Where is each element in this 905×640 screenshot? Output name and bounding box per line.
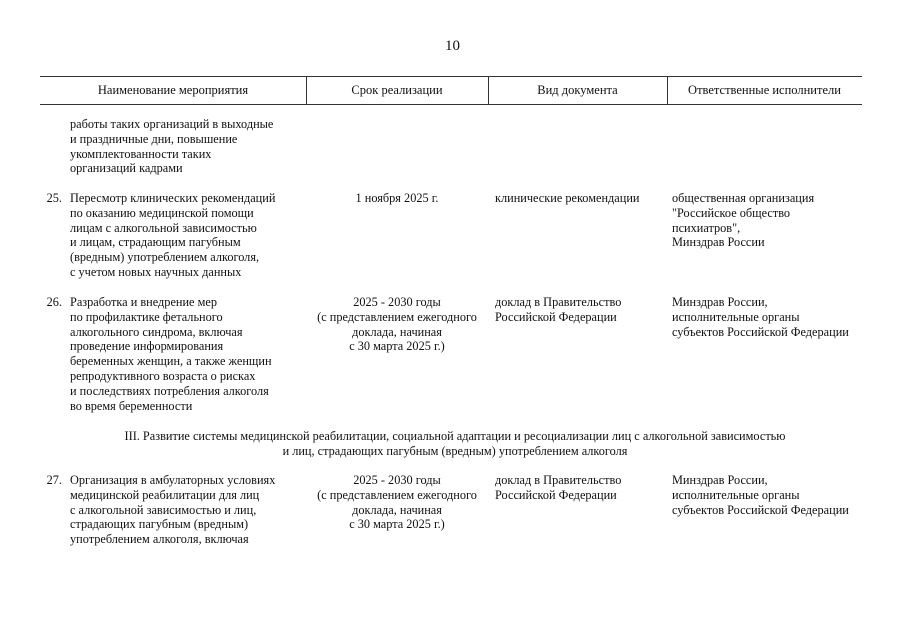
row-measure-name: Пересмотр клинических рекомендаций по оказанию медицинской помощи лицам с алкогольной зависимостью и лицам, страдающим пагубным (вредным) употреблением алкоголя, с учетом новых научных данных xyxy=(70,191,276,279)
row-measure-name: Организация в амбулаторных условиях медицинской реабилитации для лиц с алкогольной зависимостью и лиц, страдающих пагубным (вредным) употреблением алкоголя, включая xyxy=(70,473,276,547)
header-document-type: Вид документа xyxy=(537,83,618,97)
row-executors: общественная организация "Российское общество психиатров", Минздрав России xyxy=(672,191,815,250)
section-heading: III. Развитие системы медицинской реабилитации, социальной адаптации и ресоциализации лиц с алкогольной зависимостью и лиц, страдающих пагубным (вредным) употреблением алкоголя xyxy=(124,429,786,458)
row-measure-name: Разработка и внедрение мер по профилактике фетального алкогольного синдрома, включая проведение информирования беременных женщин, а также женщин репродуктивного возраста о рисках и последствиях потребления алкоголя во время беременности xyxy=(70,295,272,413)
header-measure-name: Наименование мероприятия xyxy=(97,83,249,97)
row-document-type: доклад в Правительство Российской Федерации xyxy=(495,473,622,502)
row-number: 27. xyxy=(46,473,62,487)
header-deadline: Срок реализации xyxy=(351,83,443,97)
row-deadline: 2025 - 2030 годы (с представлением ежегодного доклада, начиная с 30 марта 2025 г.) xyxy=(317,295,477,354)
table-header-top-rule xyxy=(40,76,862,77)
header-responsible-executors: Ответственные исполнители xyxy=(688,83,841,97)
table-header-bottom-rule xyxy=(40,104,862,105)
continued-row-name: работы таких организаций в выходные и праздничные дни, повышение укомплектованности таких организаций кадрами xyxy=(70,117,274,176)
row-executors: Минздрав России, исполнительные органы субъектов Российской Федерации xyxy=(672,295,849,339)
row-document-type: доклад в Правительство Российской Федерации xyxy=(495,295,622,324)
row-deadline: 2025 - 2030 годы (с представлением ежегодного доклада, начиная с 30 марта 2025 г.) xyxy=(317,473,477,532)
row-number: 26. xyxy=(46,295,62,309)
row-executors: Минздрав России, исполнительные органы субъектов Российской Федерации xyxy=(672,473,849,517)
row-number: 25. xyxy=(46,191,62,205)
row-deadline: 1 ноября 2025 г. xyxy=(355,191,439,205)
row-document-type: клинические рекомендации xyxy=(495,191,640,205)
page-number: 10 xyxy=(445,38,460,54)
